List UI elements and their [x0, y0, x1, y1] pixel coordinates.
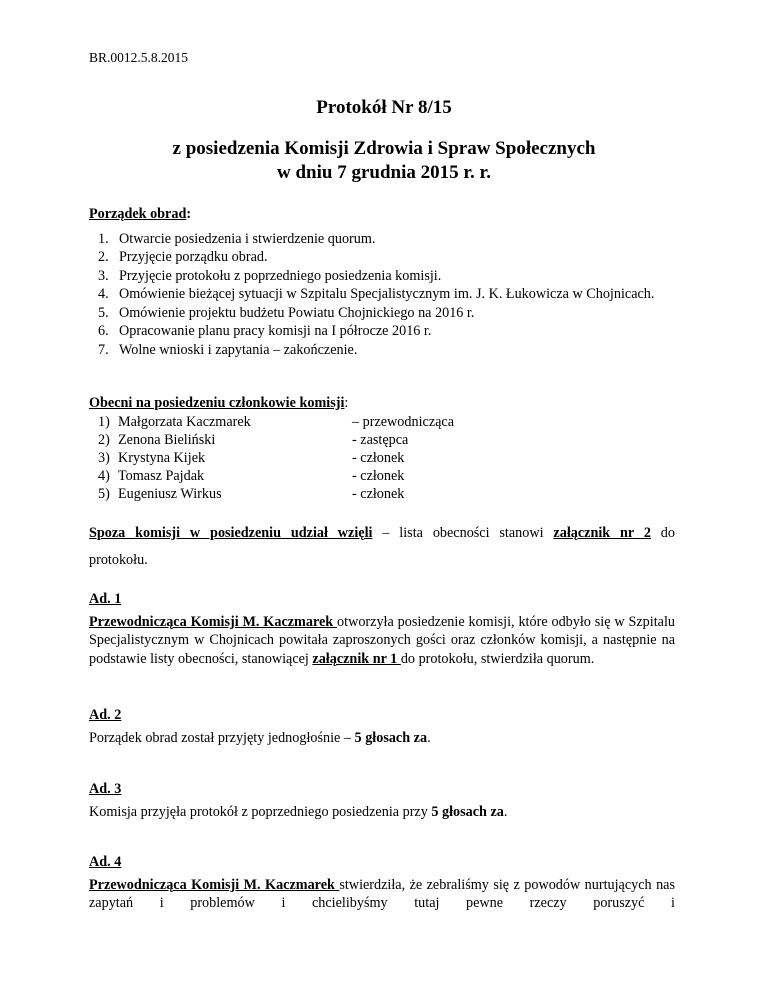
agenda-list [98, 230, 675, 360]
agenda-section [89, 205, 675, 359]
agenda-item: 4. Omówienie bieżącej sytuacji w Szpitalu Specjalistycznym im. J. K. Łukowicza w Chojnicach. [98, 286, 655, 302]
ad2-section [89, 706, 675, 747]
ad4-section [89, 853, 675, 913]
members-heading: Obecni na posiedzeniu członkowie komisji: [89, 395, 349, 411]
members-list [98, 413, 675, 503]
ad4-heading: Ad. 4 [89, 854, 122, 870]
ad2-heading: Ad. 2 [89, 707, 122, 723]
member-row: 4) Tomasz Pajdak - członek [98, 467, 405, 484]
ad4-paragraph: Przewodnicząca Komisji M. Kaczmarek stwierdziła, że zebraliśmy się z powodów nurtujących nas zapytań i problemów i chcielibyśmy tutaj pewne rzeczy poruszyć i [89, 876, 675, 911]
guests-line-1: Spoza komisji w posiedzeniu udział wzięli – lista obecności stanowi załącznik nr 2 do [89, 525, 675, 541]
member-row: 2) Zenona Bieliński - zastępca [98, 431, 409, 448]
agenda-item: 2. Przyjęcie porządku obrad. [98, 249, 268, 265]
ad2-paragraph: Porządek obrad został przyjęty jednogłośnie – 5 głosach za. [89, 729, 431, 746]
agenda-item: 6. Opracowanie planu pracy komisji na I półrocze 2016 r. [98, 323, 432, 339]
guests-section [89, 524, 675, 569]
ad1-heading: Ad. 1 [89, 591, 122, 607]
ad3-paragraph: Komisja przyjęła protokół z poprzedniego posiedzenia przy 5 głosach za. [89, 803, 508, 820]
member-row: 1) Małgorzata Kaczmarek – przewodnicząca [98, 413, 455, 430]
agenda-item: 3. Przyjęcie protokołu z poprzedniego posiedzenia komisji. [98, 267, 442, 284]
guests-line-2: protokołu. [89, 551, 148, 568]
ad3-heading: Ad. 3 [89, 781, 122, 797]
subtitle-line-1: z posiedzenia Komisji Zdrowia i Spraw Społecznych [172, 138, 596, 159]
ad1-paragraph: Przewodnicząca Komisji M. Kaczmarek otworzyła posiedzenie komisji, które odbyło się w Szpitalu Specjalistycznym w Chojnicach powitała zaproszonych gości oraz członków komisji, a następnie na podstawie listy obecności, stanowiącej załącznik nr 1 do protokołu, stwierdziła quorum. [89, 613, 675, 667]
document-reference: BR.0012.5.8.2015 [89, 50, 189, 65]
members-section [89, 394, 675, 503]
member-row: 5) Eugeniusz Wirkus - członek [98, 485, 405, 502]
document-title: Protokół Nr 8/15 [316, 97, 452, 118]
agenda-heading: Porządek obrad: [89, 206, 192, 222]
agenda-item: 7. Wolne wnioski i zapytania – zakończenie. [98, 341, 358, 358]
ad3-section [89, 780, 675, 821]
subtitle-line-2: w dniu 7 grudnia 2015 r. r. [277, 162, 491, 183]
document-subtitle [0, 137, 768, 185]
member-row: 3) Krystyna Kijek - członek [98, 449, 405, 466]
ad1-section [89, 590, 675, 668]
agenda-item: 5. Omówienie projektu budżetu Powiatu Chojnickiego na 2016 r. [98, 304, 475, 321]
agenda-item: 1. Otwarcie posiedzenia i stwierdzenie quorum. [98, 230, 376, 247]
